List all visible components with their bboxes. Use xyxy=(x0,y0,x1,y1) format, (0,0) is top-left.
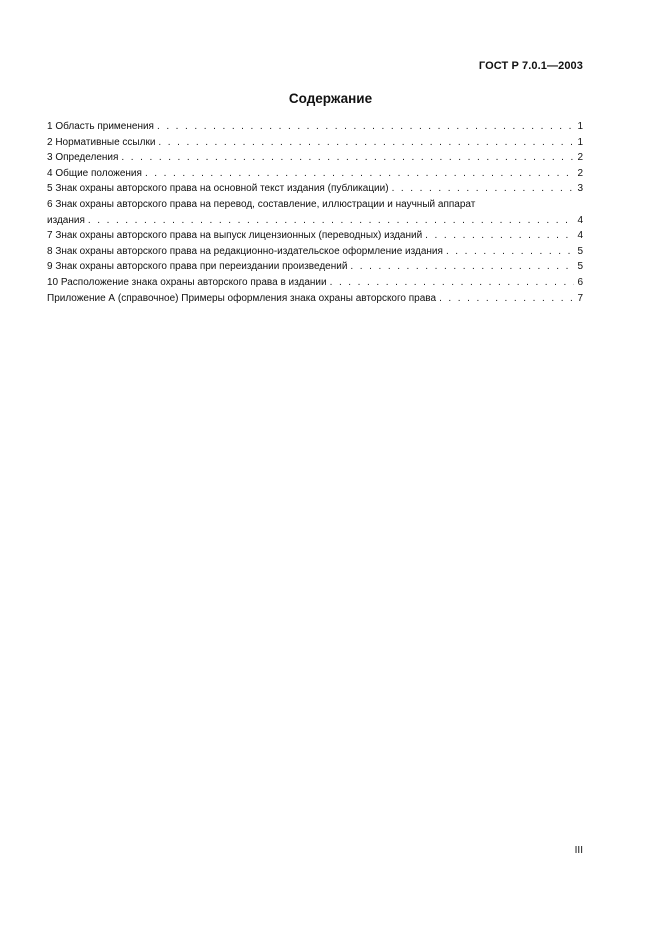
toc-entry-title-line1: 6 Знак охраны авторского права на перевод, составление, иллюстрации и научный аппарат xyxy=(47,198,476,210)
toc-entry[interactable] xyxy=(47,228,583,244)
toc-entry-title: 5 Знак охраны авторского права на основной текст издания (публикации) xyxy=(47,183,389,195)
toc-leader-dots xyxy=(121,150,574,166)
page-number: III xyxy=(574,845,583,856)
toc-entry-title: 2 Нормативные ссылки xyxy=(47,136,156,148)
toc-entry[interactable] xyxy=(47,291,583,307)
toc-leader-dots xyxy=(88,213,575,229)
toc-entry-title: 9 Знак охраны авторского права при переиздании произведений xyxy=(47,261,348,273)
toc-entry-page: 1 xyxy=(577,136,583,148)
toc-entry[interactable] xyxy=(47,244,583,260)
toc-entry-page: 2 xyxy=(577,167,583,179)
toc-entry-title: 8 Знак охраны авторского права на редакционно-издательское оформление издания xyxy=(47,245,443,257)
toc-entry-page: 5 xyxy=(577,261,583,273)
toc-entry[interactable] xyxy=(47,119,583,135)
toc-entry-title: 1 Область применения xyxy=(47,121,154,132)
toc-leader-dots xyxy=(350,259,574,275)
toc-entry[interactable] xyxy=(47,150,583,166)
toc-entry-title: 4 Общие положения xyxy=(47,167,142,179)
toc-leader-dots xyxy=(439,291,574,307)
toc-entry-title: 10 Расположение знака охраны авторского права в издании xyxy=(47,276,327,288)
toc-title: Содержание xyxy=(288,91,373,106)
toc-leader-dots xyxy=(145,166,575,182)
toc-entry-page: 2 xyxy=(577,152,583,164)
toc-entry[interactable] xyxy=(47,259,583,275)
toc-leader-dots xyxy=(392,181,575,197)
toc-entry-page: 1 xyxy=(577,121,583,132)
toc-entry[interactable] xyxy=(47,275,583,291)
toc-entry-page: 4 xyxy=(577,214,583,226)
toc-entry[interactable] xyxy=(47,181,583,197)
table-of-contents xyxy=(47,119,583,306)
toc-entry-page: 5 xyxy=(577,245,583,257)
toc-entry-title: Приложение А (справочное) Примеры оформления знака охраны авторского права xyxy=(47,292,437,304)
toc-entry-page: 3 xyxy=(577,183,583,195)
toc-leader-dots xyxy=(158,135,574,151)
toc-entry-page: 6 xyxy=(577,276,583,288)
toc-entry-page: 4 xyxy=(577,230,583,242)
toc-leader-dots xyxy=(446,244,575,260)
toc-leader-dots xyxy=(330,275,575,291)
document-code: ГОСТ Р 7.0.1—2003 xyxy=(478,60,583,72)
toc-entry[interactable] xyxy=(47,135,583,151)
toc-leader-dots xyxy=(157,119,574,135)
toc-entry-title-line2: издания xyxy=(47,214,85,226)
toc-entry[interactable] xyxy=(47,197,583,228)
toc-entry-page: 7 xyxy=(577,292,583,304)
toc-entry-wrap-line xyxy=(47,213,583,229)
toc-entry-title: 3 Определения xyxy=(47,152,119,164)
toc-entry[interactable] xyxy=(47,166,583,182)
toc-leader-dots xyxy=(425,228,574,244)
toc-entry-title: 7 Знак охраны авторского права на выпуск лицензионных (переводных) изданий xyxy=(47,230,423,242)
